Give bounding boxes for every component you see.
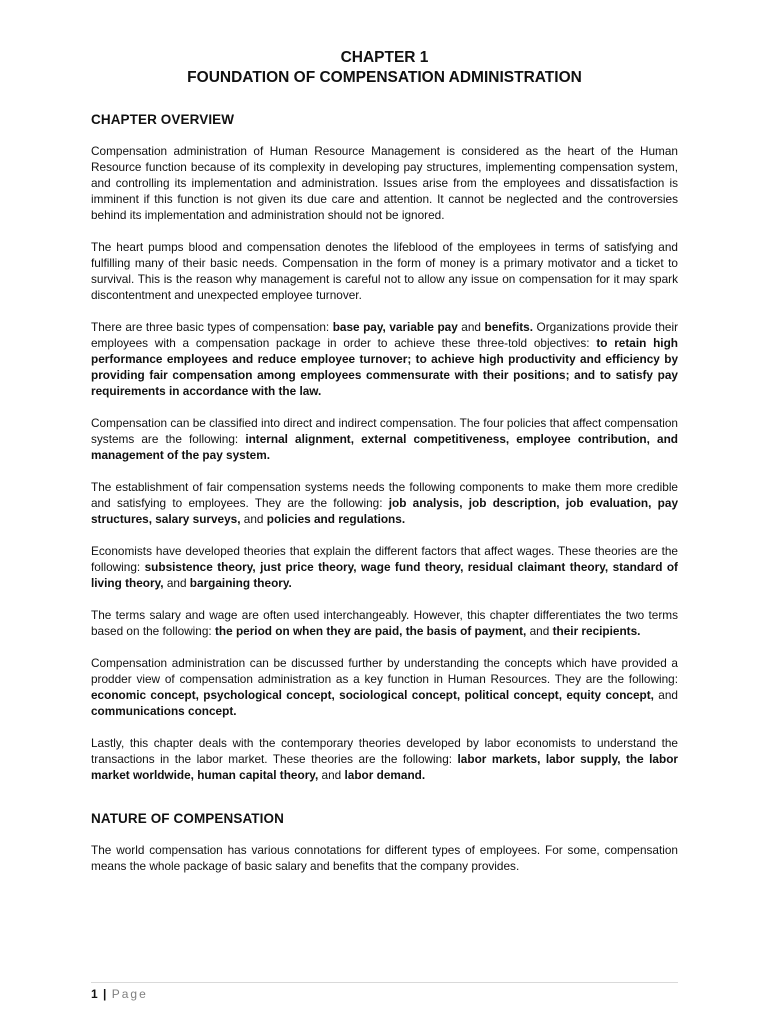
bold-run: labor demand. xyxy=(344,768,426,782)
bold-run: policies and regulations. xyxy=(266,512,406,526)
text-run: and xyxy=(318,768,345,782)
text-run: Organizations provide their employees with a compensation package in order to achieve these three-told objectives: xyxy=(91,320,678,350)
bold-run: economic concept, psychological concept, sociological concept, political concept, equity concept, xyxy=(91,688,654,702)
text-run: The world compensation has various connotations for different types of employees. For some, compensation means the whole package of basic salary and benefits that the company provides. xyxy=(91,843,678,873)
bold-run: labor markets, labor supply, the labor market worldwide, human capital theory, xyxy=(91,752,678,782)
paragraph xyxy=(91,735,678,783)
text-run: and xyxy=(653,688,678,702)
bold-run: to retain high performance employees and reduce employee turnover; to achieve high productivity and efficiency by providing fair compensation among employees commensurate with their positions; and to satisfy pay requirements in accordance with the law. xyxy=(91,336,678,398)
section-heading-overview: CHAPTER OVERVIEW xyxy=(91,112,235,127)
paragraph xyxy=(91,607,678,639)
bold-run: internal alignment, external competitiveness, employee contribution, and management of the pay system. xyxy=(91,432,678,462)
text-run: The terms salary and wage are often used interchangeably. However, this chapter differentiates the two terms based on the following: xyxy=(91,608,678,638)
bold-run: the period on when they are paid, the basis of payment, xyxy=(214,624,527,638)
bold-run: their recipients. xyxy=(552,624,641,638)
text-run: and xyxy=(526,624,553,638)
page-number: 1 xyxy=(91,987,98,1001)
paragraph xyxy=(91,143,678,223)
text-run: The heart pumps blood and compensation denotes the lifeblood of the employees in terms of satisfying and fulfilling many of their basic needs. Compensation in the form of money is a primary motivator and a ticket to survival. This is the reason why management is careful not to allow any issue on compensation for it may spark discontentment and unexpected employee turnover. xyxy=(91,240,678,302)
bold-run: communications concept. xyxy=(91,704,237,718)
overview-body xyxy=(91,143,678,783)
text-run: and xyxy=(240,512,267,526)
paragraph xyxy=(91,239,678,303)
chapter-number: CHAPTER 1 xyxy=(340,49,429,66)
page-footer xyxy=(91,982,678,1001)
text-run: Economists have developed theories that explain the different factors that affect wages. These theories are the following: xyxy=(91,544,678,574)
paragraph xyxy=(91,543,678,591)
bold-run: subsistence theory, just price theory, wage fund theory, residual claimant theory, standard of living theory, xyxy=(91,560,678,590)
text-run: and xyxy=(163,576,190,590)
bold-run: job analysis, job description, job evaluation, pay structures, salary surveys, xyxy=(91,496,678,526)
bold-run: bargaining theory. xyxy=(189,576,292,590)
page-label: Page xyxy=(111,987,148,1001)
text-run: The establishment of fair compensation systems needs the following components to make them more credible and satisfying to employees. They are the following: xyxy=(91,480,678,510)
text-run: Lastly, this chapter deals with the contemporary theories developed by labor economists to understand the transactions in the labor market. These theories are the following: xyxy=(91,736,678,766)
chapter-title: FOUNDATION OF COMPENSATION ADMINISTRATION xyxy=(187,69,582,86)
paragraph xyxy=(91,415,678,463)
bold-run: base pay, variable pay xyxy=(332,320,458,334)
text-run: Compensation can be classified into direct and indirect compensation. The four policies that affect compensation systems are the following: xyxy=(91,416,678,446)
paragraph xyxy=(91,479,678,527)
section-heading-nature: NATURE OF COMPENSATION xyxy=(91,811,284,826)
text-run: There are three basic types of compensation: xyxy=(91,320,333,334)
text-run: Compensation administration of Human Resource Management is considered as the heart of the Human Resource function because of its complexity in developing pay structures, implementing compensation system, and controlling its implementation and administration. Issues arise from the employees and dissatisfaction is imminent if this function is not given its due care and attention. It cannot be neglected and the controversies behind its implementation and administration should not be ignored. xyxy=(91,144,678,222)
paragraph xyxy=(91,655,678,719)
paragraph xyxy=(91,319,678,399)
bold-run: benefits. xyxy=(484,320,534,334)
nature-body xyxy=(91,842,678,874)
text-run: and xyxy=(457,320,485,334)
text-run: Compensation administration can be discussed further by understanding the concepts which have provided a prodder view of compensation administration as a key function in Human Resources. They are the following: xyxy=(91,656,678,686)
page-separator: | xyxy=(103,987,107,1001)
paragraph xyxy=(91,842,678,874)
